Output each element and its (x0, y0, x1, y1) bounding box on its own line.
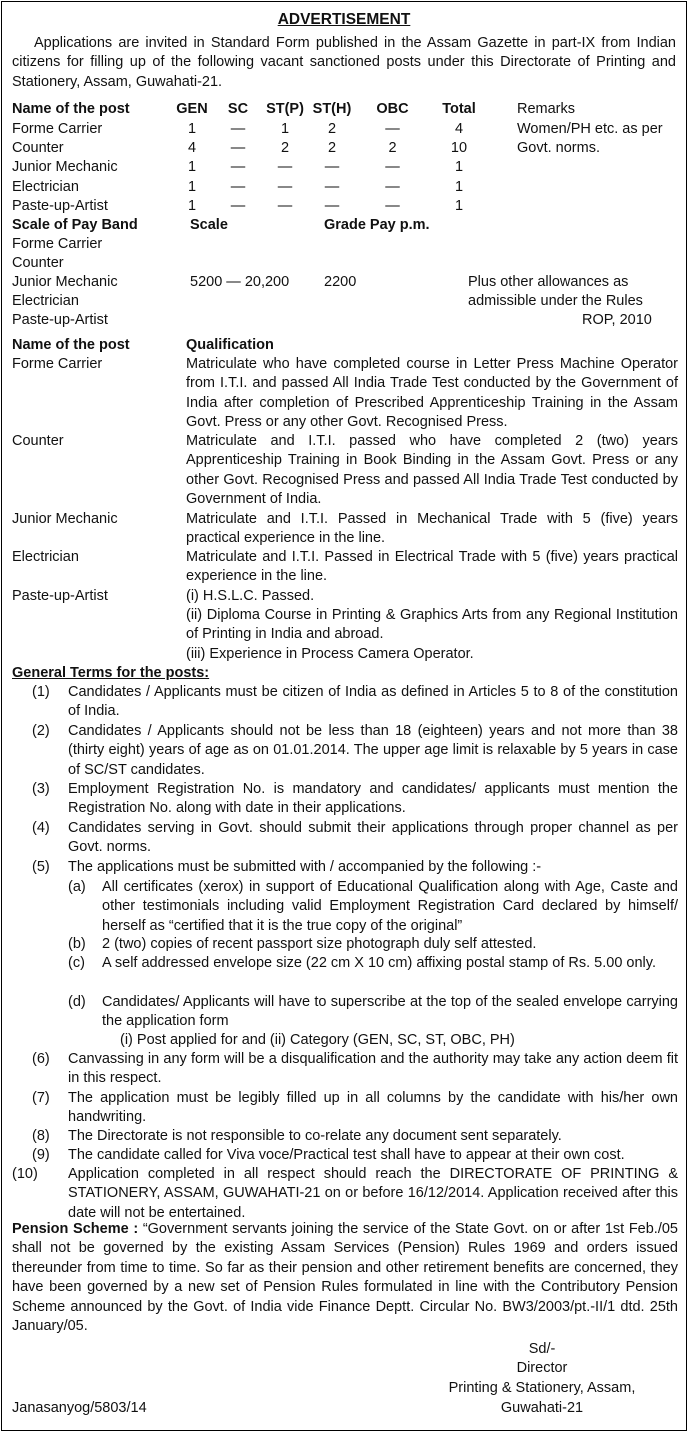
term-text: Application completed in all respect should reach the DIRECTORATE OF PRINTING & STATIONERY, ASSAM, GUWAHATI-21 on or before 16/12/2014. Application received after this date will not be entertained. (68, 1166, 678, 1221)
col-header-remarks: Remarks (517, 101, 576, 117)
term-text: The application must be legibly filled up in all columns by the candidate with his/her own handwriting. (68, 1090, 678, 1126)
qual-post: Paste-up-Artist (12, 588, 108, 604)
pay-post: Counter (12, 255, 64, 271)
grade-pay: 2200 (324, 274, 357, 290)
pay-post: Electrician (12, 293, 79, 309)
pay-note-line: ROP, 2010 (582, 312, 652, 328)
post-count: — (385, 159, 400, 176)
post-name: Paste-up-Artist (12, 197, 108, 214)
col-header-sc: SC (227, 101, 249, 117)
col-header-post: Name of the post (12, 101, 130, 117)
qual-header-post: Name of the post (12, 337, 130, 353)
term-text: Candidates / Applicants should not be less than 18 (eighteen) years and not more than 38 (thirty eight) years of age as on 01.01.2014. The upper age limit is relaxable by 5 years in case of SC/ST candidates. (68, 723, 678, 778)
pension-text: “Government servants joining the service of the State Govt. on or after 1st Feb./05 shall not be governed by the existing Assam Services (Pension) Rules 1969 and orders issued thereunder from time to time. So far as their pension and other retirement benefits are concerned, they have been governed by a new set of Pension Rules formulated in line with the Contributory Pension Scheme announced by the Govt. of India vide Finance Deptt. Circular No. BW3/2003/pt.-II/1 dtd. 25th January/05. (12, 1221, 678, 1335)
pay-header-post: Scale of Pay Band (12, 217, 138, 233)
post-count: — (230, 121, 246, 137)
term-number: (8) (32, 1128, 50, 1144)
post-name: Counter (12, 140, 64, 157)
post-count: — (324, 159, 340, 176)
pension-label: Pension Scheme : (12, 1221, 139, 1237)
post-count: — (385, 121, 400, 137)
term-number: (5) (32, 859, 50, 875)
terms-heading: General Terms for the posts: (12, 665, 210, 681)
page-title: ADVERTISEMENT (277, 11, 411, 28)
qual-post: Forme Carrier (12, 356, 103, 372)
term-number: (7) (32, 1090, 50, 1106)
term-text: (i) Post applied for and (ii) Category (GEN, SC, ST, OBC, PH) (120, 1032, 515, 1048)
post-count: 1 (280, 121, 290, 137)
post-count: 1 (187, 121, 197, 137)
pay-scale: 5200 — 20,200 (190, 274, 290, 290)
qual-line: (iii) Experience in Process Camera Operator. (186, 646, 474, 662)
pay-post: Forme Carrier (12, 236, 103, 252)
term-number: (c) (68, 955, 85, 971)
post-count: — (277, 159, 293, 176)
remarks-line: Women/PH etc. as per (517, 121, 663, 137)
post-name: Junior Mechanic (12, 159, 118, 176)
post-count: — (324, 197, 340, 214)
col-header-obc: OBC (376, 101, 409, 117)
post-name: Forme Carrier (12, 121, 103, 137)
term-text: 2 (two) copies of recent passport size photograph duly self attested. (102, 936, 537, 952)
post-count: 1 (187, 197, 197, 214)
post-count: 4 (454, 121, 464, 137)
post-count: 1 (187, 178, 197, 195)
post-count: — (230, 159, 246, 176)
term-text: All certificates (xerox) in support of Educational Qualification along with Age, Caste and other testimonials including valid Employment Registration Card declared by himself/ herself as “certified that it is the true copy of the original” (102, 879, 678, 934)
pay-post: Paste-up-Artist (12, 312, 108, 328)
pay-post: Junior Mechanic (12, 274, 118, 290)
post-count: 2 (327, 121, 337, 137)
pay-header-grade: Grade Pay p.m. (324, 217, 430, 233)
term-number: (b) (68, 936, 86, 952)
term-number: (6) (32, 1051, 50, 1067)
qual-text: Matriculate and I.T.I. Passed in Mechanical Trade with 5 (five) years practical experience in the line. (186, 511, 678, 547)
post-name: Electrician (12, 178, 79, 195)
term-number: (3) (32, 781, 50, 797)
post-count: — (230, 178, 246, 195)
intro-paragraph: Applications are invited in Standard Form published in the Assam Gazette in part-IX from Indian citizens for filling up of the following vacant sanctioned posts under this Directorate of Printing and Stationery, Assam, Guwahati-21. (12, 35, 676, 90)
pay-note-line: Plus other allowances as (468, 274, 629, 290)
post-count: — (385, 197, 400, 214)
term-number: (d) (68, 994, 86, 1010)
term-number: (9) (32, 1147, 50, 1163)
post-count: 1 (454, 178, 464, 195)
post-count: — (385, 178, 400, 195)
term-text: The Directorate is not responsible to co-relate any document sent separately. (68, 1128, 562, 1144)
term-number: (a) (68, 879, 86, 895)
term-text: Candidates serving in Govt. should submit their applications through proper channel as per Govt. norms. (68, 820, 678, 856)
col-header-total: Total (442, 101, 476, 117)
term-number: (10) (12, 1166, 38, 1182)
qual-post: Electrician (12, 549, 79, 565)
col-header-gen: GEN (176, 101, 208, 117)
term-text: A self addressed envelope size (22 cm X 10 cm) affixing postal stamp of Rs. 5.00 only. (102, 955, 656, 971)
term-number: (2) (32, 723, 50, 739)
post-count: — (324, 178, 340, 195)
qual-header-qualification: Qualification (186, 337, 274, 353)
term-text: Canvassing in any form will be a disqualification and the authority may take any action deem fit in this respect. (68, 1051, 678, 1087)
qual-text: Matriculate and I.T.I. Passed in Electrical Trade with 5 (five) years practical experience in the line. (186, 549, 678, 585)
post-count: — (277, 197, 293, 214)
post-count: 2 (327, 140, 337, 157)
term-text: The applications must be submitted with / accompanied by the following :- (68, 859, 542, 875)
post-count: 4 (187, 140, 197, 157)
term-text: The candidate called for Viva voce/Practical test shall have to appear at their own cost. (68, 1147, 625, 1163)
reference-number: Janasanyog/5803/14 (12, 1400, 147, 1416)
col-header-stp: ST(P) (266, 101, 304, 117)
pay-header-scale: Scale (190, 217, 228, 233)
advertisement-page (1, 1, 687, 1431)
term-text: Candidates/ Applicants will have to superscribe at the top of the sealed envelope carrying the application form (102, 994, 678, 1030)
qual-text: Matriculate and I.T.I. passed who have completed 2 (two) years Apprenticeship Training in Book Binding in the Assam Govt. Press or any other Govt. Recognised Press and passed All India Trade Test conducted by Government of India. (186, 433, 678, 508)
qual-post: Counter (12, 433, 64, 449)
post-count: 2 (388, 140, 397, 157)
term-text: Candidates / Applicants must be citizen of India as defined in Articles 5 to 8 of the constitution of India. (68, 684, 678, 720)
post-count: — (277, 178, 293, 195)
post-count: 1 (454, 197, 464, 214)
term-number: (1) (32, 684, 50, 700)
term-number: (4) (32, 820, 50, 836)
post-count: 2 (280, 140, 290, 157)
col-header-sth: ST(H) (312, 101, 352, 117)
post-count: 1 (187, 159, 197, 176)
signature-line: Director (516, 1360, 568, 1376)
qual-post: Junior Mechanic (12, 511, 118, 527)
qual-text: Matriculate who have completed course in Letter Press Machine Operator from I.T.I. and passed All India Trade Test conducted by the Government of India after completion of Prescribed Apprenticeship Training in the Assam Govt. Press or any other Govt. Recognised Press. (186, 356, 678, 431)
pay-note-line: admissible under the Rules (468, 293, 643, 309)
signature-line: Guwahati-21 (500, 1400, 584, 1416)
pension-scheme (12, 1220, 678, 1336)
post-count: 10 (450, 140, 468, 157)
qual-line: (ii) Diploma Course in Printing & Graphics Arts from any Regional Institution of Printing in India and abroad. (186, 607, 678, 643)
post-count: 1 (454, 159, 464, 176)
post-count: — (230, 140, 246, 157)
signature-line: Printing & Stationery, Assam, (448, 1380, 636, 1396)
qual-line: (i) H.S.L.C. Passed. (186, 588, 315, 604)
term-text: Employment Registration No. is mandatory and candidates/ applicants must mention the Registration No. along with date in their applications. (68, 781, 678, 817)
post-count: — (230, 197, 246, 214)
signature-line: Sd/- (528, 1341, 556, 1357)
remarks-line: Govt. norms. (517, 140, 600, 156)
